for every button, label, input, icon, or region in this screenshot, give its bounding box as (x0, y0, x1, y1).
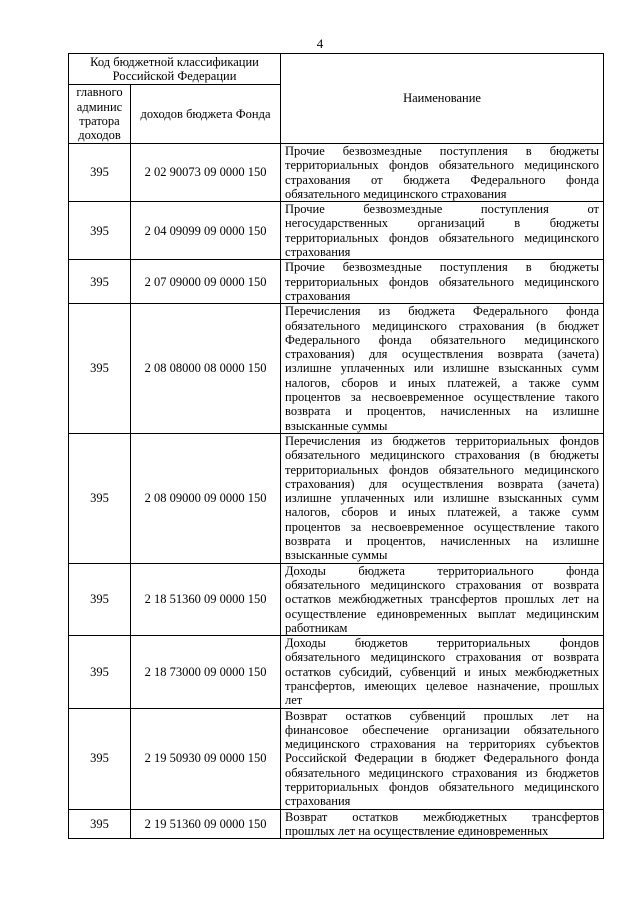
description-cell (281, 260, 604, 304)
description-line: остатков субсидий, субвенций и иных межбюджетных (285, 664, 600, 679)
description-line: территориальных фондов обязательного медицинского (285, 158, 600, 173)
table-row (69, 563, 604, 635)
description-line: взысканные суммы (285, 548, 388, 563)
income-code-cell: 2 08 09000 09 0000 150 (131, 433, 281, 563)
description-cell (281, 636, 604, 708)
description-line: страхования) для осуществления возврата (зачета) (285, 476, 600, 491)
description-line: обязательного медицинского страхования (285, 186, 507, 201)
description-line: возврата и процентов, начисленных на излишне (285, 404, 600, 419)
income-code-cell: 2 19 51360 09 0000 150 (131, 809, 281, 839)
table-row (69, 304, 604, 434)
table-row (69, 636, 604, 708)
description-cell (281, 433, 604, 563)
description-line: налогов, сборов и иных платежей, а также сумм (285, 505, 600, 520)
description-line: территориальных фондов обязательного медицинского (285, 462, 600, 477)
admin-code-cell: 395 (69, 144, 131, 202)
description-line: территориальных фондов обязательного медицинского (285, 230, 600, 245)
admin-code-cell: 395 (69, 260, 131, 304)
description-line: излишне уплаченных или излишне взысканных сумм (285, 361, 600, 376)
page-number: 4 (316, 36, 324, 51)
description-line: страхования (285, 794, 351, 809)
description-line: Российской Федерации в бюджет Федерального фонда (285, 751, 600, 766)
description-cell (281, 304, 604, 434)
admin-code-cell: 395 (69, 636, 131, 708)
budget-classification-table (68, 53, 604, 839)
admin-code-cell: 395 (69, 202, 131, 260)
table-row (69, 202, 604, 260)
description-line: страхования от бюджета Федерального фонда (285, 172, 600, 187)
admin-code-cell: 395 (69, 708, 131, 809)
table-body (69, 144, 604, 839)
admin-code-cell: 395 (69, 433, 131, 563)
description-line: процентов за несвоевременное осуществление такого (285, 519, 600, 534)
table-row (69, 260, 604, 304)
description-line: обязательного медицинского страхования от возврата (285, 577, 600, 592)
description-line: Возврат остатков субвенций прошлых лет на (285, 708, 600, 723)
table-row (69, 809, 604, 839)
income-code-cell: 2 19 50930 09 0000 150 (131, 708, 281, 809)
description-line: страхования (285, 245, 351, 260)
description-line: Прочие безвозмездные поступления от (285, 202, 600, 217)
description-line: Перечисления из бюджетов территориальных фондов (285, 433, 600, 448)
description-line: страхования) для осуществления возврата (зачета) (285, 347, 600, 362)
header-name: Наименование (281, 54, 604, 144)
description-line: обязательного медицинского страхования от возврата (285, 650, 600, 665)
description-line: медицинского страхования на территориях субъектов (285, 737, 600, 752)
income-code-cell: 2 18 51360 09 0000 150 (131, 563, 281, 635)
admin-code-cell: 395 (69, 809, 131, 839)
description-line: Федерального фонда обязательного медицинского (285, 332, 600, 347)
description-line: обязательного медицинского страхования из бюджетов (285, 765, 600, 780)
description-cell (281, 708, 604, 809)
description-line: страхования (285, 288, 351, 303)
admin-code-cell: 395 (69, 304, 131, 434)
header-group-title: Код бюджетной классификации Российской Федерации (69, 54, 281, 85)
description-line: обязательного медицинского страхования (в бюджет (285, 318, 600, 333)
description-line: Доходы бюджета территориального фонда (285, 563, 600, 578)
description-line: Прочие безвозмездные поступления в бюджеты (285, 144, 600, 158)
description-cell (281, 144, 604, 202)
description-line: территориальных фондов обязательного медицинского (285, 274, 600, 289)
description-line: излишне уплаченных или излишне взысканных сумм (285, 491, 600, 506)
description-line: Перечисления из бюджета Федерального фонда (285, 304, 600, 319)
table-row (69, 708, 604, 809)
description-line: возврата и процентов, начисленных на излишне (285, 534, 600, 549)
income-code-cell: 2 07 09000 09 0000 150 (131, 260, 281, 304)
description-line: взысканные суммы (285, 418, 388, 433)
description-line: финансовое обеспечение организации обязательного (285, 722, 600, 737)
header-admin: главного админис тратора доходов (69, 85, 131, 144)
income-code-cell: 2 04 09099 09 0000 150 (131, 202, 281, 260)
description-line: Возврат остатков межбюджетных трансфертов (285, 809, 600, 824)
description-line: трансфертов, имеющих целевое назначение, прошлых (285, 678, 600, 693)
description-line: Прочие безвозмездные поступления в бюджеты (285, 260, 600, 275)
income-code-cell: 2 02 90073 09 0000 150 (131, 144, 281, 202)
description-line: осуществление единовременных выплат медицинским (285, 606, 600, 621)
income-code-cell: 2 18 73000 09 0000 150 (131, 636, 281, 708)
description-line: обязательного медицинского страхования (в бюджеты (285, 448, 600, 463)
description-line: остатков межбюджетных трансфертов прошлых лет на (285, 592, 600, 607)
table-row (69, 433, 604, 563)
description-cell (281, 563, 604, 635)
description-line: Доходы бюджетов территориальных фондов (285, 636, 600, 651)
admin-code-cell: 395 (69, 563, 131, 635)
description-line: налогов, сборов и иных платежей, а также сумм (285, 375, 600, 390)
description-line: процентов за несвоевременное осуществление такого (285, 390, 600, 405)
description-line: негосударственных организаций в бюджеты (285, 216, 600, 231)
description-line: территориальных фондов обязательного медицинского (285, 780, 600, 795)
description-line: работникам (285, 620, 348, 635)
description-cell (281, 809, 604, 839)
description-cell (281, 202, 604, 260)
table-row (69, 144, 604, 202)
income-code-cell: 2 08 08000 08 0000 150 (131, 304, 281, 434)
header-income: доходов бюджета Фонда (131, 85, 281, 144)
description-line: прошлых лет на осуществление единовременных (285, 823, 549, 838)
description-line: лет (285, 693, 303, 708)
